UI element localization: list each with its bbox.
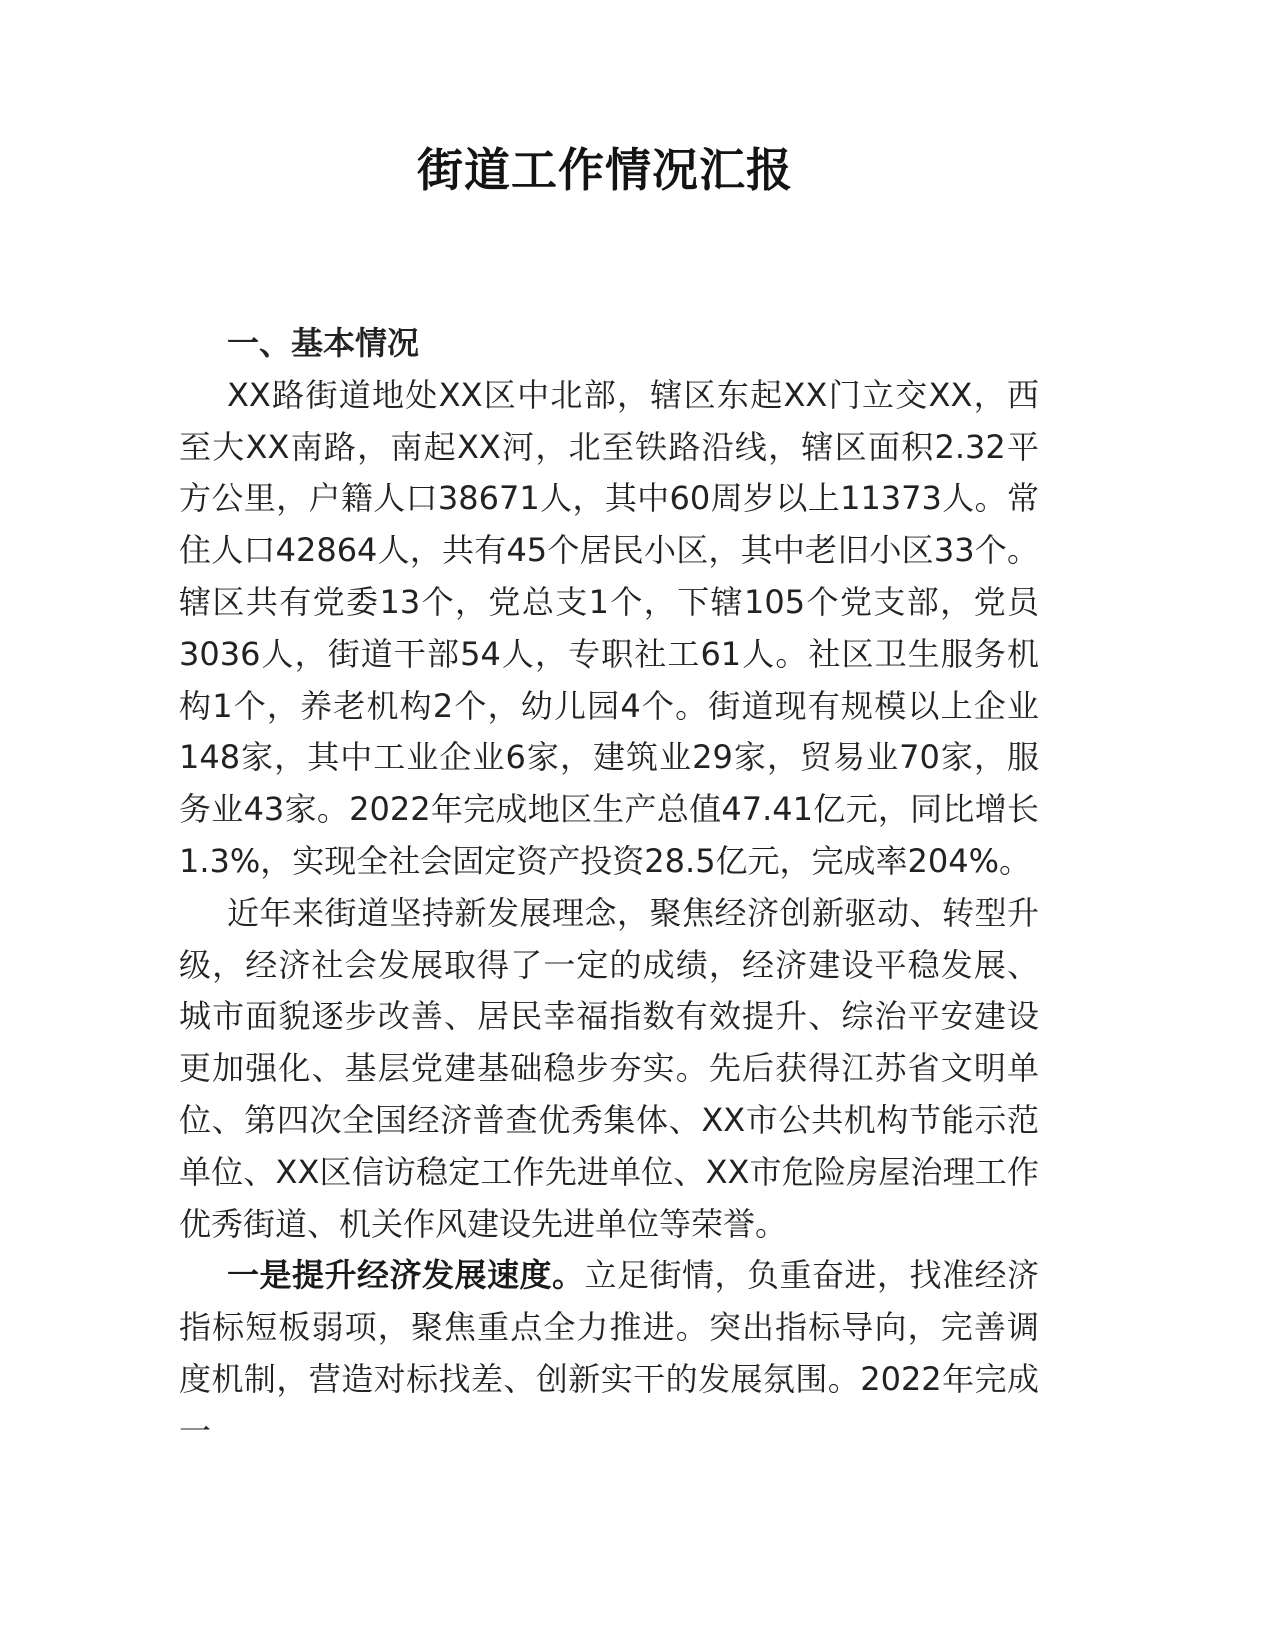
paragraph-economic-speed: [179, 1250, 1039, 1457]
paragraph-lead-economic-speed: 一是提升经济发展速度。: [227, 1256, 585, 1295]
paragraph-overview: XX路街道地处XX区中北部，辖区东起XX门立交XX，西至大XX南路，南起XX河，北至铁路沿线，辖区面积2.32平方公里，户籍人口38671人，其中60周岁以上11373人。常住人口42864人，共有45个居民小区，其中老旧小区33个。辖区共有党委13个，党总支1个，下辖105个党支部，党员3036人，街道干部54人，专职社工61人。社区卫生服务机构1个，养老机构2个，幼儿园4个。街道现有规模以上企业148家，其中工业企业6家，建筑业29家，贸易业70家，服务业43家。2022年完成地区生产总值47.41亿元，同比增长1.3%，实现全社会固定资产投资28.5亿元，完成率204%。: [179, 375, 1039, 880]
paragraph-achievements: 近年来街道坚持新发展理念，聚焦经济创新驱动、转型升级，经济社会发展取得了一定的成绩，经济建设平稳发展、城市面貌逐步改善、居民幸福指数有效提升、综治平安建设更加强化、基层党建基础稳步夯实。先后获得江苏省文明单位、第四次全国经济普查优秀集体、XX市公共机构节能示范单位、XX区信访稳定工作先进单位、XX市危险房屋治理工作优秀街道、机关作风建设先进单位等荣誉。: [179, 893, 1039, 1243]
document-body: [179, 318, 1039, 1458]
document-title: 街道工作情况汇报: [417, 143, 793, 197]
paragraph-text-economic-speed: 立足街情，负重奋进，找准经济指标短板弱项，聚焦重点全力推进。突出指标导向，完善调度机制，营造对标找差、创新实干的发展氛围。2022年完成一: [179, 1256, 1039, 1450]
section-heading-basic-situation: 一、基本情况: [227, 324, 420, 362]
